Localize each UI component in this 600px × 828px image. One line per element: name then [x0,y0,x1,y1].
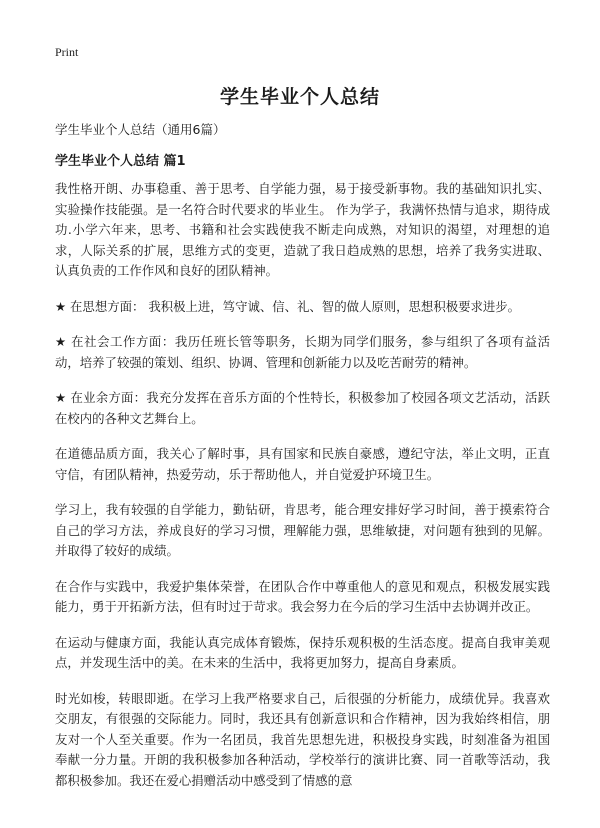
section-heading: 学生毕业个人总结 篇1 [55,154,186,169]
paragraph-health: 在运动与健康方面，我能认真完成体育锻炼，保持乐观积极的生活态度。提高自我审美观点，并发现生活中的美。在未来的生活中，我将更加努力，提高自身素质。 [55,634,550,670]
page-title: 学生毕业个人总结 [219,86,380,108]
paragraph-intro: 我性格开朗、办事稳重、善于思考、自学能力强，易于接受新事物。我的基础知识扎实、实验操作技能强。是一名符合时代要求的毕业生。 作为学子，我满怀热情与追求，期待成功.小学六年来，思考、书籍和社会实践使我不断走向成熟，对知识的渴望，对理想的追求，人际关系的扩展，思维方式的变更，造就了我日趋成熟的思想，培养了我务实进取、认真负责的工作作风和良好的团队精神。 [55,181,550,278]
paragraph-study: 学习上，我有较强的自学能力，勤钻研，肯思考，能合理安排好学习时间，善于摸索符合自己的学习方法，养成良好的学习习惯，理解能力强，思维敏捷，对问题有独到的见解。并取得了较好的成绩。 [55,502,550,558]
paragraph-cooperation: 在合作与实践中，我爱护集体荣誉，在团队合作中尊重他人的意见和观点，积极发展实践能力，勇于开拓新方法，但有时过于苛求。我会努力在今后的学习生活中去协调并改正。 [55,578,550,614]
print-link[interactable]: Print [55,45,79,59]
paragraph-social-work: ★ 在社会工作方面：我历任班长管等职务，长期为同学们服务，参与组织了各项有益活动，培养了较强的策划、组织、协调、管理和创新能力以及吃苦耐劳的精神。 [55,334,550,370]
document-subtitle: 学生毕业个人总结（通用6篇） [55,122,226,137]
paragraph-leisure: ★ 在业余方面：我充分发挥在音乐方面的个性特长，积极参加了校园各项文艺活动，活跃在校内的各种文艺舞台上。 [55,390,550,426]
article-body [55,179,550,806]
paragraph-morality: 在道德品质方面，我关心了解时事，具有国家和民族自豪感，遵纪守法，举止文明，正直守信，有团队精神，热爱劳动，乐于帮助他人，并自觉爱护环境卫生。 [55,446,550,482]
paragraph-time: 时光如梭，转眼即逝。在学习上我严格要求自己，后很强的分析能力，成绩优异。我喜欢交朋友，有很强的交际能力。同时，我还具有创新意识和合作精神，因为我始终相信，朋友对一个人至关重要。作为一名团员，我首先思想先进，积极投身实践，时刻准备为祖国奉献一分力量。开朗的我积极参加各种活动，学校举行的演讲比赛、同一首歌等活动，我都积极参加。我还在爱心捐赠活动中感受到了情感的意 [55,690,550,788]
paragraph-ideology: ★ 在思想方面： 我积极上进，笃守诚、信、礼、智的做人原则，思想积极要求进步。 [55,298,521,314]
